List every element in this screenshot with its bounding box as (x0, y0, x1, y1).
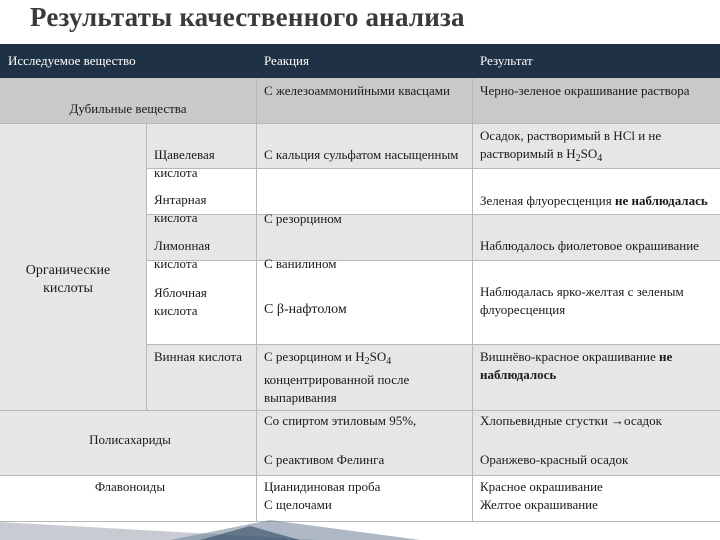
group-flavonoids: Флавоноиды (94, 479, 166, 494)
footer-decoration (0, 518, 720, 540)
result-tannins: Черно-зеленое окрашивание раствора (480, 83, 690, 98)
group-organic-acids: Органические кислоты (25, 263, 111, 296)
reaction-poly-1: Со спиртом этиловым 95%, (264, 413, 417, 428)
acid-succinic: Янтарная кислота (154, 192, 207, 225)
reaction-citric: С ванилином (264, 256, 337, 271)
group-tannins: Дубильные вещества (69, 101, 187, 116)
result-flav-1: Красное окрашивание (480, 479, 603, 494)
acid-oxalic: Щавелевая кислота (154, 147, 215, 180)
result-poly-1: Хлопьевидные сгустки →осадок (480, 413, 662, 428)
reaction-succinic: С резорцином (264, 211, 342, 226)
acid-tartaric: Винная кислота (154, 349, 243, 364)
reaction-oxalic: С кальция сульфатом насыщенным (264, 147, 459, 162)
result-flav-2: Желтое окрашивание (480, 497, 598, 512)
grid-line (0, 475, 720, 476)
result-citric: Наблюдалось фиолетовое окрашивание (480, 238, 699, 253)
result-succinic: Зеленая флуоресценция не наблюдалась (480, 193, 708, 208)
reaction-tartaric: С резорцином и $H_2SO_4$ концентрированной после выпаривания (264, 349, 410, 405)
reaction-malic: С β-нафтолом (264, 302, 347, 317)
grid-line (146, 344, 720, 345)
page-title: Результаты качественного анализа (30, 2, 465, 32)
result-poly-2: Оранжево-красный осадок (480, 452, 629, 467)
results-table (0, 44, 720, 522)
reaction-tannins: С железоаммонийными квасцами (264, 83, 450, 98)
header-result: Результат (472, 44, 720, 78)
acid-citric: Лимонная кислота (154, 238, 211, 271)
reaction-flav-1: Цианидиновая проба (264, 479, 381, 494)
reaction-flav-2: С щелочами (264, 497, 332, 512)
result-tartaric: Вишнёво-красное окрашивание не наблюдалось (480, 349, 673, 382)
grid-line (0, 410, 720, 411)
result-malic: Наблюдалась ярко-желтая с зеленым флуоресценция (480, 284, 684, 317)
result-oxalic: Осадок, растворимый в HCl и не растворимый в $H_2SO_4$ (480, 128, 662, 164)
group-polysaccharides: Полисахариды (89, 432, 171, 447)
header-reaction: Реакция (256, 44, 472, 78)
acid-malic: Яблочная кислота (154, 285, 207, 318)
reaction-poly-2: С реактивом Фелинга (264, 452, 385, 467)
header-substance: Исследуемое вещество (0, 44, 256, 78)
grid-line (0, 123, 720, 124)
